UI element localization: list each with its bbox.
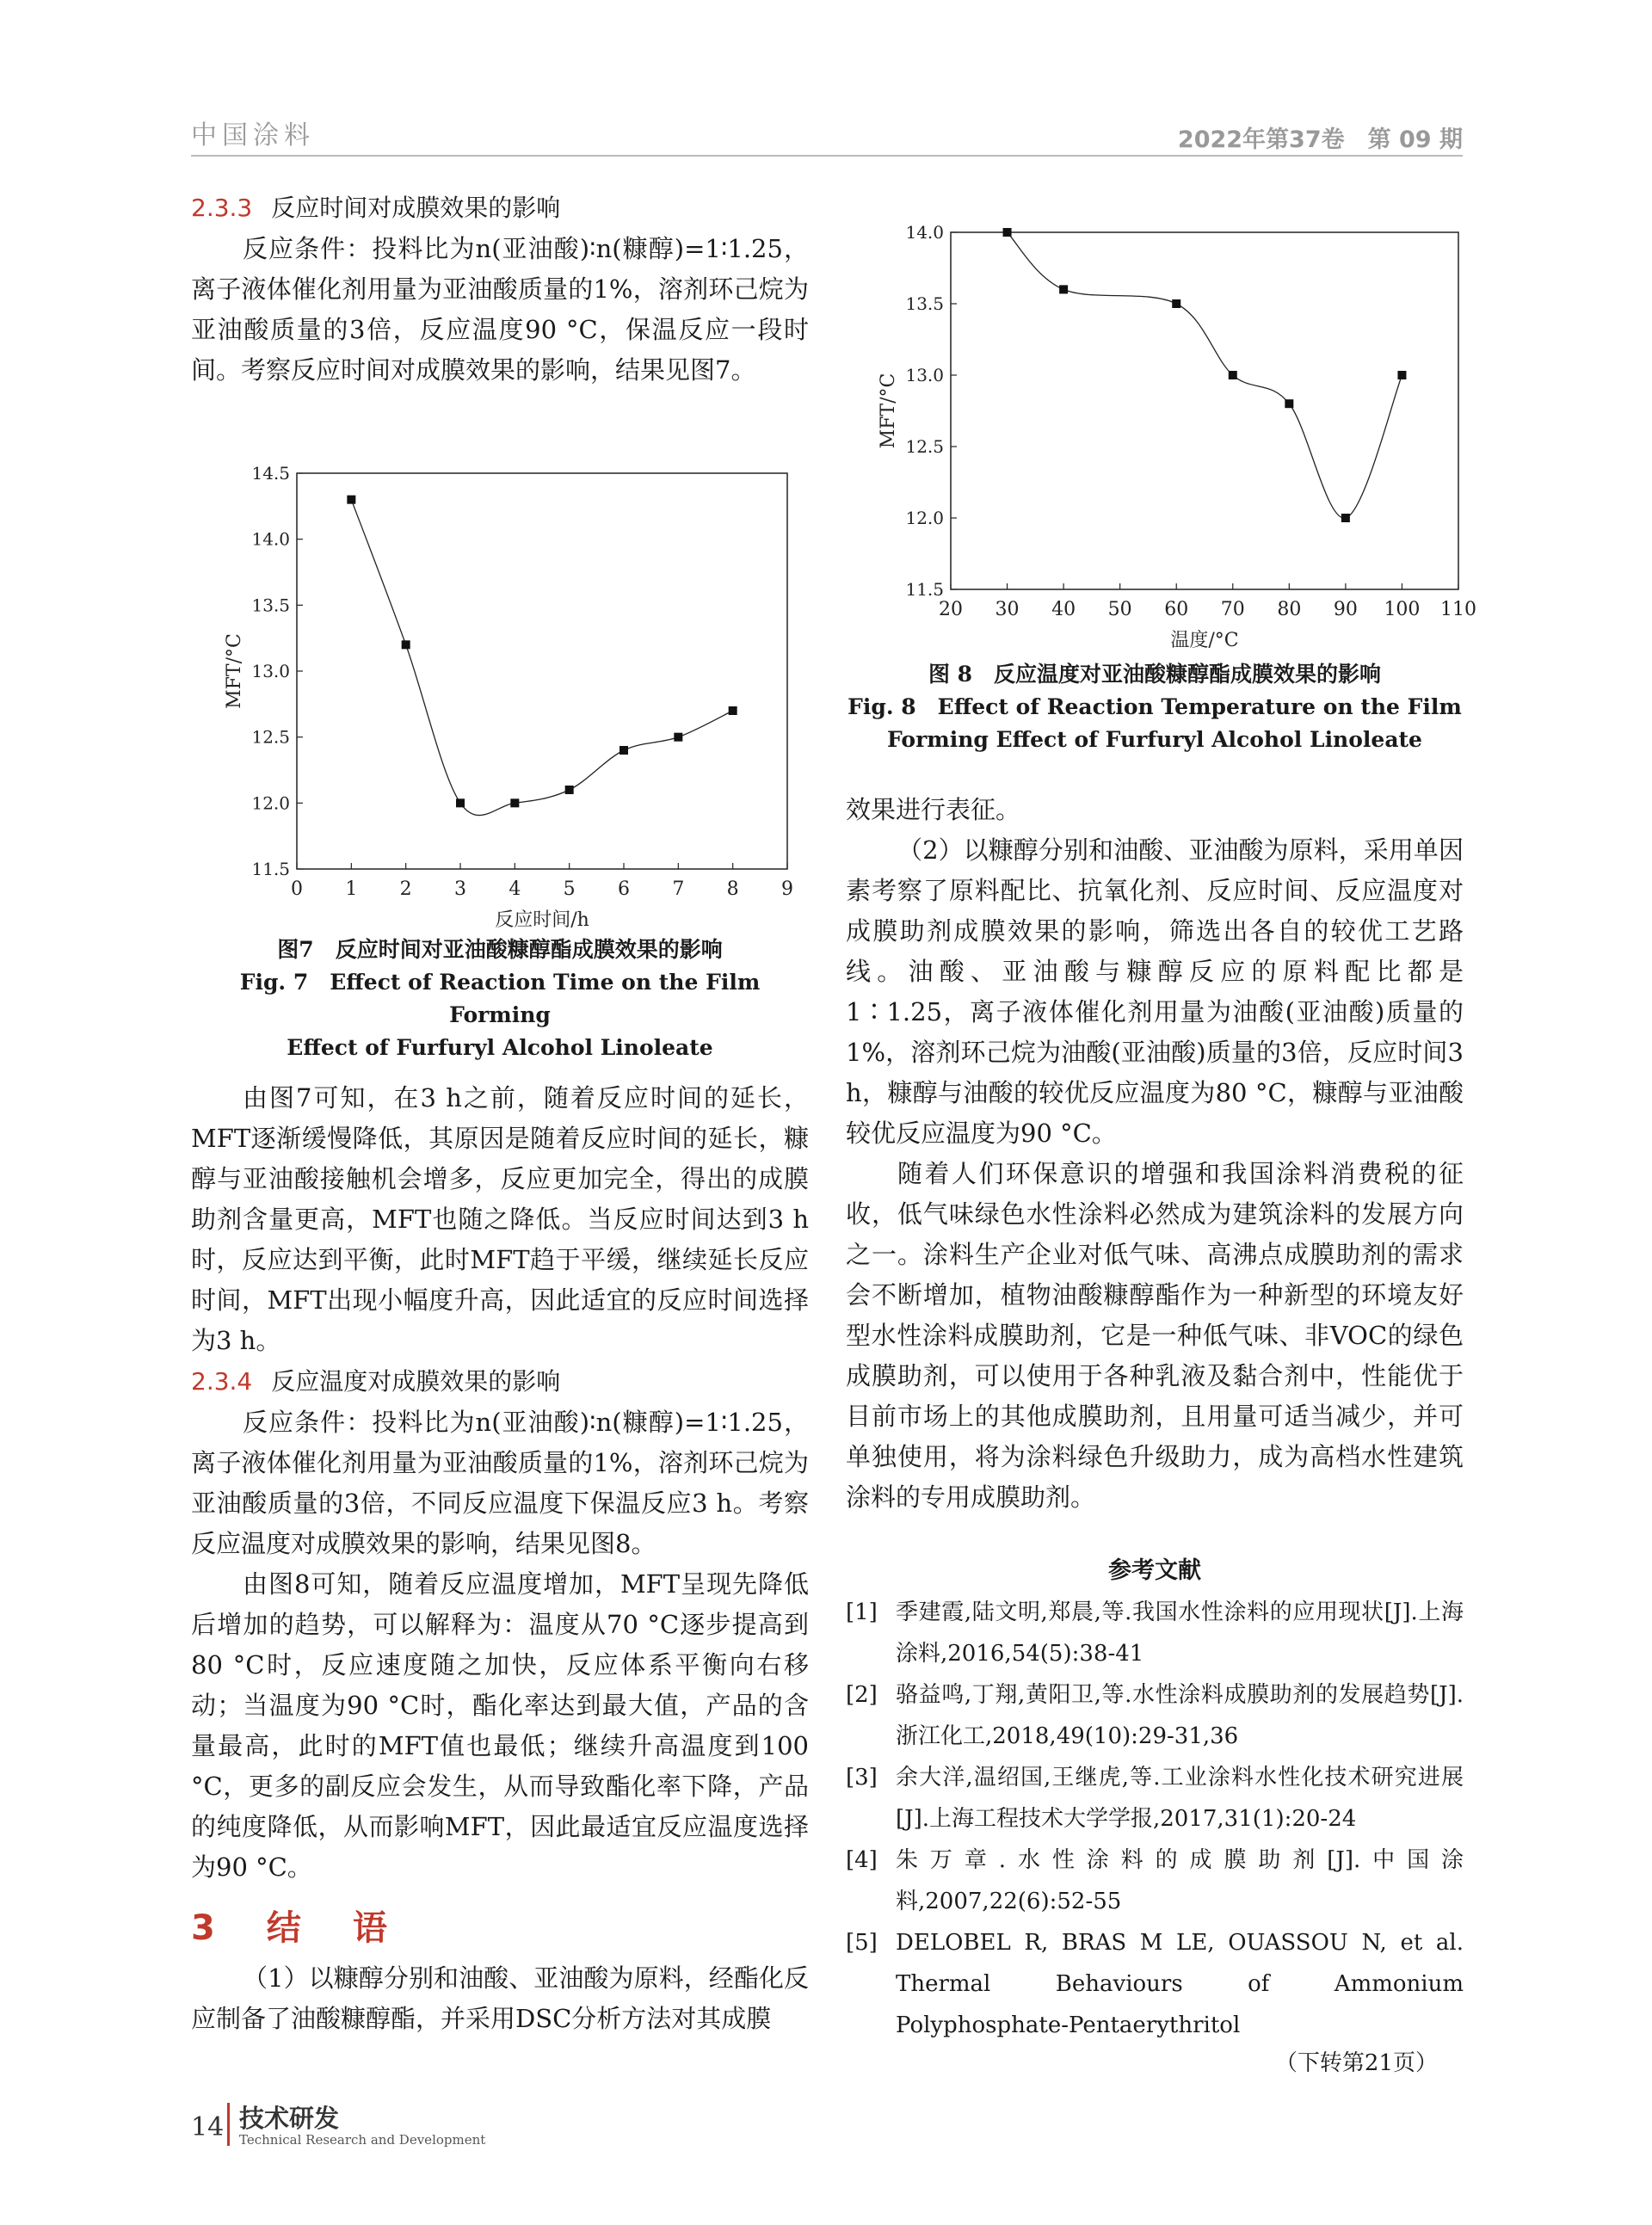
x-tick-label: 0	[291, 878, 303, 900]
reference-item	[846, 1592, 1464, 1674]
figure-8-caption	[846, 658, 1464, 756]
paragraph: 反应条件：投料比为n(亚油酸)∶n(糠醇)=1∶1.25，离子液体催化剂用量为亚油酸质量的1%，溶剂环己烷为亚油酸质量的3倍，反应温度90 °C，保温反应一段时间。考察反应时间对成膜效果的影响，结果见图7。	[191, 234, 809, 385]
x-tick-label: 4	[509, 878, 521, 900]
header-rule	[191, 155, 1463, 157]
data-point	[729, 706, 737, 715]
paragraph: 由图7可知，在3 h之前，随着反应时间的延长，MFT逐渐缓慢降低，其原因是随着反应时间的延长，糠醇与亚油酸接触机会增多，反应更加完全，得出的成膜助剂含量更高，MFT也随之降低。当反应时间达到3 h时，反应达到平衡，此时MFT趋于平缓，继续延长反应时间，MFT出现小幅度升高，因此适宜的反应时间选择为3 h。	[191, 1083, 809, 1355]
series-line	[351, 500, 732, 816]
x-tick-label: 70	[1220, 599, 1245, 620]
reference-number: [2]	[846, 1682, 878, 1708]
x-tick-label: 5	[563, 878, 576, 900]
x-axis-label: 反应时间/h	[495, 909, 589, 931]
x-tick-label: 90	[1333, 599, 1358, 620]
section-number: 2.3.4	[191, 1367, 253, 1396]
x-tick-label: 80	[1277, 599, 1302, 620]
reference-text: DELOBEL R, BRAS M LE, OUASSOU N, et al. Thermal Behaviours of Ammonium Polyphosphate-Pentaerythritol	[896, 1930, 1464, 2038]
reference-text: 余大洋,温绍国,王继虎,等.工业涂料水性化技术研究进展[J].上海工程技术大学学报,2017,31(1):20-24	[896, 1765, 1464, 1832]
left-column-top	[191, 188, 809, 391]
x-tick-label: 20	[939, 599, 963, 620]
y-tick-label: 12.0	[905, 508, 944, 528]
y-tick-label: 14.0	[905, 222, 944, 243]
x-tick-label: 60	[1164, 599, 1189, 620]
data-point	[1229, 371, 1237, 379]
y-tick-label: 12.5	[251, 726, 290, 748]
x-tick-label: 50	[1107, 599, 1132, 620]
x-axis-label: 温度/°C	[1170, 630, 1239, 651]
y-tick-label: 13.5	[905, 293, 944, 314]
section-3-heading	[191, 1898, 809, 1958]
paragraph: （2）以糠醇分别和油酸、亚油酸为原料，采用单因素考察了原料配比、抗氧化剂、反应时间、反应温度对成膜助剂成膜效果的影响，筛选出各自的较优工艺路线。油酸、亚油酸与糠醇反应的原料配比都是1∶1.25，离子液体催化剂用量为油酸(亚油酸)质量的1%，溶剂环己烷为油酸(亚油酸)质量的3倍，反应时间3 h，糠醇与油酸的较优反应温度为80 °C，糠醇与亚油酸较优反应温度为90 °C。	[846, 835, 1464, 1148]
caption-line: Fig. 7 Effect of Reaction Time on the Film Forming	[239, 970, 761, 1027]
x-tick-label: 110	[1440, 599, 1476, 620]
paragraph: （1）以糠醇分别和油酸、亚油酸为原料，经酯化反应制备了油酸糠醇酯，并采用DSC分析方法对其成膜	[191, 1963, 809, 2033]
x-tick-label: 6	[618, 878, 630, 900]
reference-number: [3]	[846, 1765, 878, 1790]
footer-divider	[227, 2103, 230, 2146]
y-axis-label: MFT/°C	[878, 373, 899, 449]
reference-text: 朱万章.水性涂料的成膜助剂[J].中国涂料,2007,22(6):52-55	[896, 1847, 1464, 1914]
y-tick-label: 14.0	[251, 528, 290, 550]
continued-note: （下转第21页）	[1274, 2050, 1438, 2076]
paragraph: 随着人们环保意识的增强和我国涂料消费税的征收，低气味绿色水性涂料必然成为建筑涂料的发展方向之一。涂料生产企业对低气味、高沸点成膜助剂的需求会不断增加，植物油酸糠醇酯作为一种新型的环境友好型水性涂料成膜助剂，它是一种低气味、非VOC的绿色成膜助剂，可以使用于各种乳液及黏合剂中，性能优于目前市场上的其他成膜助剂，且用量可适当减少，并可单独使用，将为涂料绿色升级助力，成为高档水性建筑涂料的专用成膜助剂。	[846, 1159, 1464, 1512]
section-title: 结 语	[266, 1908, 396, 1948]
reference-item	[846, 1922, 1464, 2046]
figure-8-chart	[865, 194, 1484, 658]
reference-number: [5]	[846, 1930, 878, 1956]
x-tick-label: 30	[995, 599, 1020, 620]
reference-item	[846, 1757, 1464, 1840]
section-number: 2.3.3	[191, 194, 253, 222]
caption-line: 图 8 反应温度对亚油酸糠醇酯成膜效果的影响	[928, 662, 1382, 687]
page-number: 14	[191, 2112, 225, 2142]
data-point	[1172, 299, 1180, 308]
section-2-3-4-heading	[191, 1361, 809, 1402]
reference-item	[846, 1840, 1464, 1922]
x-tick-label: 9	[781, 878, 793, 900]
reference-text: 骆益鸣,丁翔,黄阳卫,等.水性涂料成膜助剂的发展趋势[J].浙江化工,2018,49(10):29-31,36	[896, 1682, 1464, 1749]
caption-line: Fig. 8 Effect of Reaction Temperature on the Film	[848, 694, 1462, 719]
figure-7-chart	[206, 456, 809, 938]
data-point	[347, 496, 355, 504]
x-tick-label: 40	[1051, 599, 1076, 620]
data-point	[1285, 399, 1293, 408]
left-column-body	[191, 1078, 809, 2039]
footer-section-en: Technical Research and Development	[239, 2132, 486, 2148]
caption-line: 图7 反应时间对亚油酸糠醇酯成膜效果的影响	[277, 937, 723, 962]
y-tick-label: 11.5	[251, 859, 290, 879]
issue-info: 2022年第37卷 第 09 期	[1177, 126, 1463, 153]
figure-7-caption	[191, 934, 809, 1064]
references-heading: 参考文献	[1108, 1557, 1201, 1584]
y-tick-label: 13.5	[251, 595, 290, 616]
caption-line: Effect of Furfuryl Alcohol Linoleate	[287, 1035, 713, 1060]
right-column-body	[846, 790, 1464, 2080]
reference-text: 季建霞,陆文明,郑晨,等.我国水性涂料的应用现状[J].上海涂料,2016,54(5):38-41	[896, 1599, 1464, 1667]
data-point	[510, 798, 519, 807]
section-2-3-3-heading	[191, 188, 809, 229]
paragraph: 效果进行表征。	[846, 795, 1021, 824]
data-point	[674, 733, 682, 742]
footer-section-cn: 技术研发	[239, 2104, 340, 2133]
journal-name: 中国涂料	[191, 120, 315, 151]
y-tick-label: 12.0	[251, 792, 290, 814]
reference-number: [4]	[846, 1847, 878, 1873]
y-tick-label: 13.0	[251, 661, 290, 681]
reference-item	[846, 1674, 1464, 1757]
reference-number: [1]	[846, 1599, 878, 1625]
plot-frame	[297, 473, 787, 869]
data-point	[1341, 514, 1350, 522]
y-tick-label: 13.0	[905, 365, 944, 385]
x-tick-label: 1	[345, 878, 358, 900]
x-tick-label: 7	[672, 878, 685, 900]
y-tick-label: 14.5	[251, 463, 290, 484]
section-number: 3	[191, 1908, 224, 1948]
x-tick-label: 3	[454, 878, 466, 900]
reference-list	[846, 1592, 1464, 2046]
section-title: 反应时间对成膜效果的影响	[271, 194, 561, 222]
data-point	[402, 640, 410, 649]
data-point	[1059, 285, 1068, 293]
section-title: 反应温度对成膜效果的影响	[271, 1367, 561, 1396]
paragraph: 反应条件：投料比为n(亚油酸)∶n(糠醇)=1∶1.25，离子液体催化剂用量为亚油酸质量的1%，溶剂环己烷为亚油酸质量的3倍，不同反应温度下保温反应3 h。考察反应温度对成膜效果的影响，结果见图8。	[191, 1408, 809, 1558]
x-tick-label: 2	[399, 878, 412, 900]
x-tick-label: 100	[1384, 599, 1421, 620]
data-point	[565, 786, 574, 794]
series-line	[1008, 232, 1402, 518]
data-point	[620, 746, 628, 755]
data-point	[1397, 371, 1406, 379]
y-axis-label: MFT/°C	[224, 633, 245, 709]
data-point	[1003, 228, 1012, 237]
paragraph: 由图8可知，随着反应温度增加，MFT呈现先降低后增加的趋势，可以解释为：温度从70 °C逐步提高到80 °C时，反应速度随之加快，反应体系平衡向右移动；当温度为90 °C时，酯化率达到最大值，产品的含量最高，此时的MFT值也最低；继续升高温度到100 °C，更多的副反应会发生，从而导致酯化率下降，产品的纯度降低，从而影响MFT，因此最适宜反应温度选择为90 °C。	[191, 1569, 809, 1882]
y-tick-label: 12.5	[905, 436, 944, 457]
x-tick-label: 8	[726, 878, 739, 900]
data-point	[456, 798, 465, 807]
y-tick-label: 11.5	[905, 579, 944, 600]
plot-frame	[951, 232, 1458, 589]
caption-line: Forming Effect of Furfuryl Alcohol Linoleate	[887, 727, 1422, 752]
